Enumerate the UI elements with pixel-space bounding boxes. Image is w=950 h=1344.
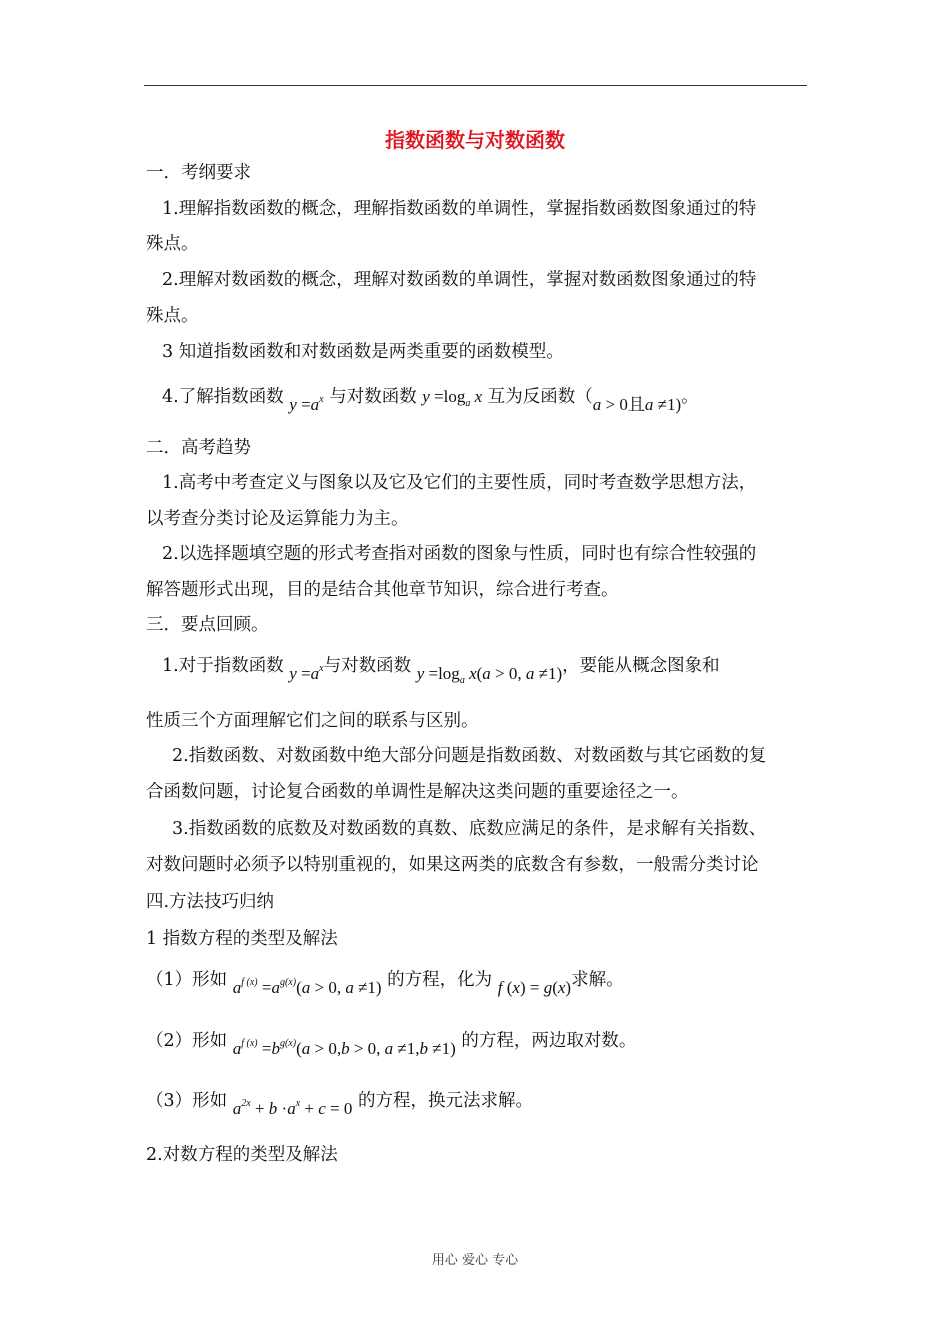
- paragraph: 1.高考中考查定义与图象以及它及它们的主要性质，同时考查数学思想方法，: [162, 473, 757, 493]
- paragraph: 3 知道指数函数和对数函数是两类重要的函数模型。: [162, 342, 564, 362]
- text-span: 求解。: [571, 970, 624, 990]
- paragraph-with-formula: [162, 650, 720, 684]
- paragraph-with-formula: [162, 381, 699, 415]
- section-heading-1: 一．考纲要求: [146, 163, 251, 183]
- formula: $y =\log_a$ x: [422, 387, 483, 409]
- formula: $a^{2x} + b \cdot a^x + c = 0$: [232, 1098, 353, 1118]
- formula: $y =a^x$: [289, 663, 324, 683]
- text-span: 与对数函数: [329, 387, 417, 407]
- page-footer: 用心 爱心 专心: [431, 1253, 519, 1268]
- subheading: 2.对数方程的类型及解法: [146, 1145, 338, 1165]
- paragraph: 2.理解对数函数的概念，理解对数函数的单调性，掌握对数函数图象通过的特: [162, 270, 757, 290]
- header-rule: [144, 85, 807, 86]
- formula: $a^{f (x)} =a^{g(x)}(a > 0$, a ≠1): [232, 977, 382, 997]
- text-span: 的方程，两边取对数。: [461, 1031, 637, 1051]
- paragraph: 解答题形式出现，目的是结合其他章节知识，综合进行考查。: [146, 580, 619, 600]
- text-span: ，要能从概念图象和: [562, 656, 720, 676]
- page-title: 指数函数与对数函数: [385, 128, 565, 152]
- text-span: （3）形如: [146, 1091, 228, 1111]
- paragraph: 对数问题时必须予以特别重视的，如果这两类的底数含有参数，一般需分类讨论: [146, 855, 759, 875]
- text-span: 1.对于指数函数: [162, 656, 284, 676]
- formula: $a^{f (x)} =b^{g(x)}(a > 0,b > 0$, a ≠1,b ≠1): [232, 1038, 456, 1058]
- section-heading-4: 四.方法技巧归纳: [146, 892, 275, 912]
- paragraph: 殊点。: [146, 306, 199, 326]
- subheading: 1 指数方程的类型及解法: [146, 929, 338, 949]
- text-span: 。: [681, 387, 699, 407]
- text-span: （2）形如: [146, 1031, 228, 1051]
- paragraph: 性质三个方面理解它们之间的联系与区别。: [146, 711, 479, 731]
- paragraph-with-formula: [146, 1085, 533, 1118]
- text-span: （1）形如: [146, 970, 228, 990]
- formula: a > 0且a ≠1): [592, 395, 682, 414]
- paragraph: 2.指数函数、对数函数中绝大部分问题是指数函数、对数函数与其它函数的复: [172, 746, 767, 766]
- text-span: 互为反函数（: [487, 387, 593, 407]
- formula: f (x) = g(x): [497, 978, 572, 997]
- paragraph: 1.理解指数函数的概念，理解指数函数的单调性，掌握指数函数图象通过的特: [162, 199, 757, 219]
- text-span: 与对数函数: [323, 656, 412, 676]
- text-span: 4.了解指数函数: [162, 387, 284, 407]
- text-span: 的方程，换元法求解。: [357, 1091, 533, 1111]
- paragraph: 合函数问题，讨论复合函数的单调性是解决这类问题的重要途径之一。: [146, 782, 689, 802]
- paragraph: 殊点。: [146, 234, 199, 254]
- paragraph: 以考查分类讨论及运算能力为主。: [146, 509, 409, 529]
- formula: $y =\log_a$ x(a > 0, a ≠1): [416, 664, 563, 686]
- formula: $y =a^x$: [289, 394, 324, 414]
- section-heading-2: 二．高考趋势: [146, 438, 251, 458]
- paragraph: 3.指数函数的底数及对数函数的真数、底数应满足的条件，是求解有关指数、: [172, 819, 767, 839]
- paragraph: 2.以选择题填空题的形式考查指对函数的图象与性质，同时也有综合性较强的: [162, 544, 757, 564]
- text-span: 的方程，化为: [387, 970, 493, 990]
- paragraph-with-formula: [146, 1025, 637, 1058]
- paragraph-with-formula: [146, 964, 624, 997]
- section-heading-3: 三．要点回顾。: [146, 615, 269, 635]
